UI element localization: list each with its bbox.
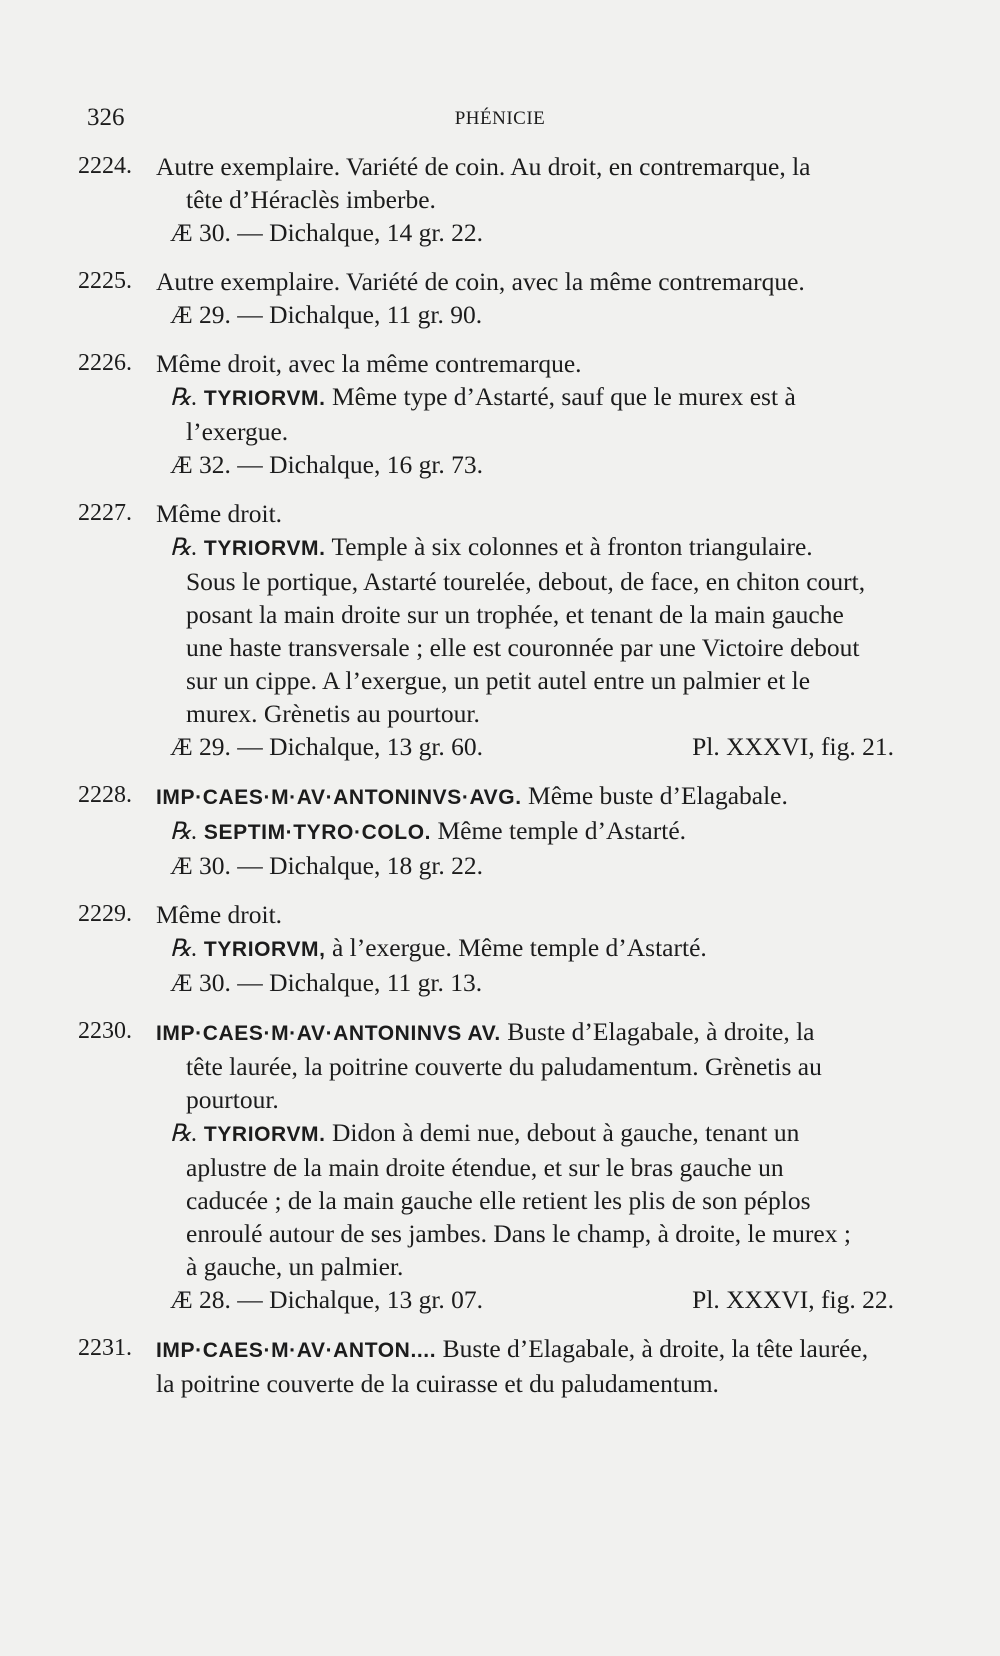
running-title: PHÉNICIE <box>454 108 546 129</box>
reverse-description <box>156 530 898 565</box>
coin-weight: Æ 30. — Dichalque, 18 gr. 22. <box>170 851 484 880</box>
catalogue-entry <box>78 347 898 481</box>
coin-weight: Æ 29. — Dichalque, 13 gr. 60. <box>170 732 484 761</box>
obverse-description <box>156 1332 898 1367</box>
reverse-legend: TYRIORVM, <box>203 938 326 961</box>
reverse-legend: TYRIORVM. <box>203 537 326 560</box>
catalogue-entry <box>78 779 898 882</box>
obverse-text: Buste d’Elagabale, à droite, la tête laurée, <box>442 1334 869 1363</box>
entry-line: Autre exemplaire. Variété de coin, avec la même contremarque. <box>156 267 805 296</box>
entry-body <box>156 1332 898 1400</box>
entry-line: caducée ; de la main gauche elle retient les plis de son péplos <box>186 1186 811 1215</box>
reverse-legend: TYRIORVM. <box>203 1123 326 1146</box>
entry-number: 2225. <box>78 268 132 294</box>
reverse-description <box>156 1116 898 1151</box>
entry-body <box>156 150 898 249</box>
reverse-symbol: ℞. <box>170 936 198 962</box>
reverse-description <box>156 931 898 966</box>
coin-metadata <box>156 448 898 481</box>
reverse-text: Didon à demi nue, debout à gauche, tenant un <box>331 1118 800 1147</box>
obverse-description <box>156 1015 898 1050</box>
reverse-legend: TYRIORVM. <box>203 387 326 410</box>
entry-number: 2230. <box>78 1018 132 1044</box>
entry-body <box>156 779 898 882</box>
plate-reference: Pl. XXXVI, fig. 21. <box>692 732 894 761</box>
coin-metadata <box>156 966 898 999</box>
plate-reference: Pl. XXXVI, fig. 22. <box>692 1285 894 1314</box>
coin-weight: Æ 29. — Dichalque, 11 gr. 90. <box>170 300 483 329</box>
coin-metadata <box>156 298 898 331</box>
entry-number: 2228. <box>78 782 132 808</box>
entry-number: 2231. <box>78 1335 132 1361</box>
catalogue-entry <box>78 1332 898 1400</box>
coin-metadata <box>156 1283 898 1316</box>
catalogue-entry <box>78 497 898 763</box>
coin-metadata <box>156 849 898 882</box>
reverse-description <box>156 814 898 849</box>
reverse-symbol: ℞. <box>170 1121 198 1147</box>
obverse-text: Même buste d’Elagabale. <box>528 781 788 810</box>
entry-number: 2227. <box>78 500 132 526</box>
reverse-text: à l’exergue. Même temple d’Astarté. <box>331 933 707 962</box>
entry-number: 2226. <box>78 350 132 376</box>
coin-weight: Æ 30. — Dichalque, 14 gr. 22. <box>170 218 484 247</box>
entry-line: Sous le portique, Astarté tourelée, debout, de face, en chiton court, <box>186 567 866 596</box>
obverse-description <box>156 779 898 814</box>
entry-line: tête laurée, la poitrine couverte du paludamentum. Grènetis au <box>186 1052 822 1081</box>
entry-body <box>156 347 898 481</box>
catalogue-entries <box>78 150 898 1416</box>
obverse-legend: IMP·CAES·M·AV·ANTON.... <box>156 1339 437 1362</box>
reverse-symbol: ℞. <box>170 819 198 845</box>
entry-line: pourtour. <box>186 1085 279 1114</box>
entry-line: murex. Grènetis au pourtour. <box>186 699 480 728</box>
reverse-text: Temple à six colonnes et à fronton triangulaire. <box>331 532 813 561</box>
entry-line: sur un cippe. A l’exergue, un petit autel entre un palmier et le <box>186 666 811 695</box>
reverse-symbol: ℞. <box>170 385 198 411</box>
reverse-text: Même temple d’Astarté. <box>437 816 687 845</box>
coin-weight: Æ 32. — Dichalque, 16 gr. 73. <box>170 450 484 479</box>
entry-number: 2229. <box>78 901 132 927</box>
catalogue-entry <box>78 150 898 249</box>
obverse-description: Même droit. <box>156 900 283 929</box>
obverse-description: Même droit. <box>156 499 283 528</box>
reverse-symbol: ℞. <box>170 535 198 561</box>
entry-number: 2224. <box>78 153 132 179</box>
entry-body <box>156 1015 898 1316</box>
obverse-description: Même droit, avec la même contremarque. <box>156 349 582 378</box>
catalogue-entry <box>78 265 898 331</box>
reverse-text: Même type d’Astarté, sauf que le murex est à <box>331 382 796 411</box>
entry-line: une haste transversale ; elle est couronnée par une Victoire debout <box>186 633 860 662</box>
entry-body <box>156 265 898 331</box>
entry-body <box>156 898 898 999</box>
entry-body <box>156 497 898 763</box>
catalogue-entry <box>78 1015 898 1316</box>
entry-line: l’exergue. <box>186 417 289 446</box>
coin-weight: Æ 30. — Dichalque, 11 gr. 13. <box>170 968 483 997</box>
page-number: 326 <box>87 104 125 131</box>
entry-line: Autre exemplaire. Variété de coin. Au droit, en contremarque, la <box>156 152 811 181</box>
coin-metadata <box>156 216 898 249</box>
entry-line: aplustre de la main droite étendue, et sur le bras gauche un <box>186 1153 784 1182</box>
entry-line: posant la main droite sur un trophée, et tenant de la main gauche <box>186 600 844 629</box>
obverse-legend: IMP·CAES·M·AV·ANTONINVS AV. <box>156 1022 501 1045</box>
coin-weight: Æ 28. — Dichalque, 13 gr. 07. <box>170 1285 484 1314</box>
reverse-description <box>156 380 898 415</box>
coin-metadata <box>156 730 898 763</box>
catalogue-entry <box>78 898 898 999</box>
reverse-legend: SEPTIM·TYRO·COLO. <box>203 821 432 844</box>
obverse-text: Buste d’Elagabale, à droite, la <box>507 1017 815 1046</box>
entry-line: tête d’Héraclès imberbe. <box>186 185 436 214</box>
obverse-legend: IMP·CAES·M·AV·ANTONINVS·AVG. <box>156 786 522 809</box>
entry-line: la poitrine couverte de la cuirasse et du paludamentum. <box>156 1369 719 1398</box>
entry-line: à gauche, un palmier. <box>186 1252 404 1281</box>
entry-line: enroulé autour de ses jambes. Dans le champ, à droite, le murex ; <box>186 1219 851 1248</box>
